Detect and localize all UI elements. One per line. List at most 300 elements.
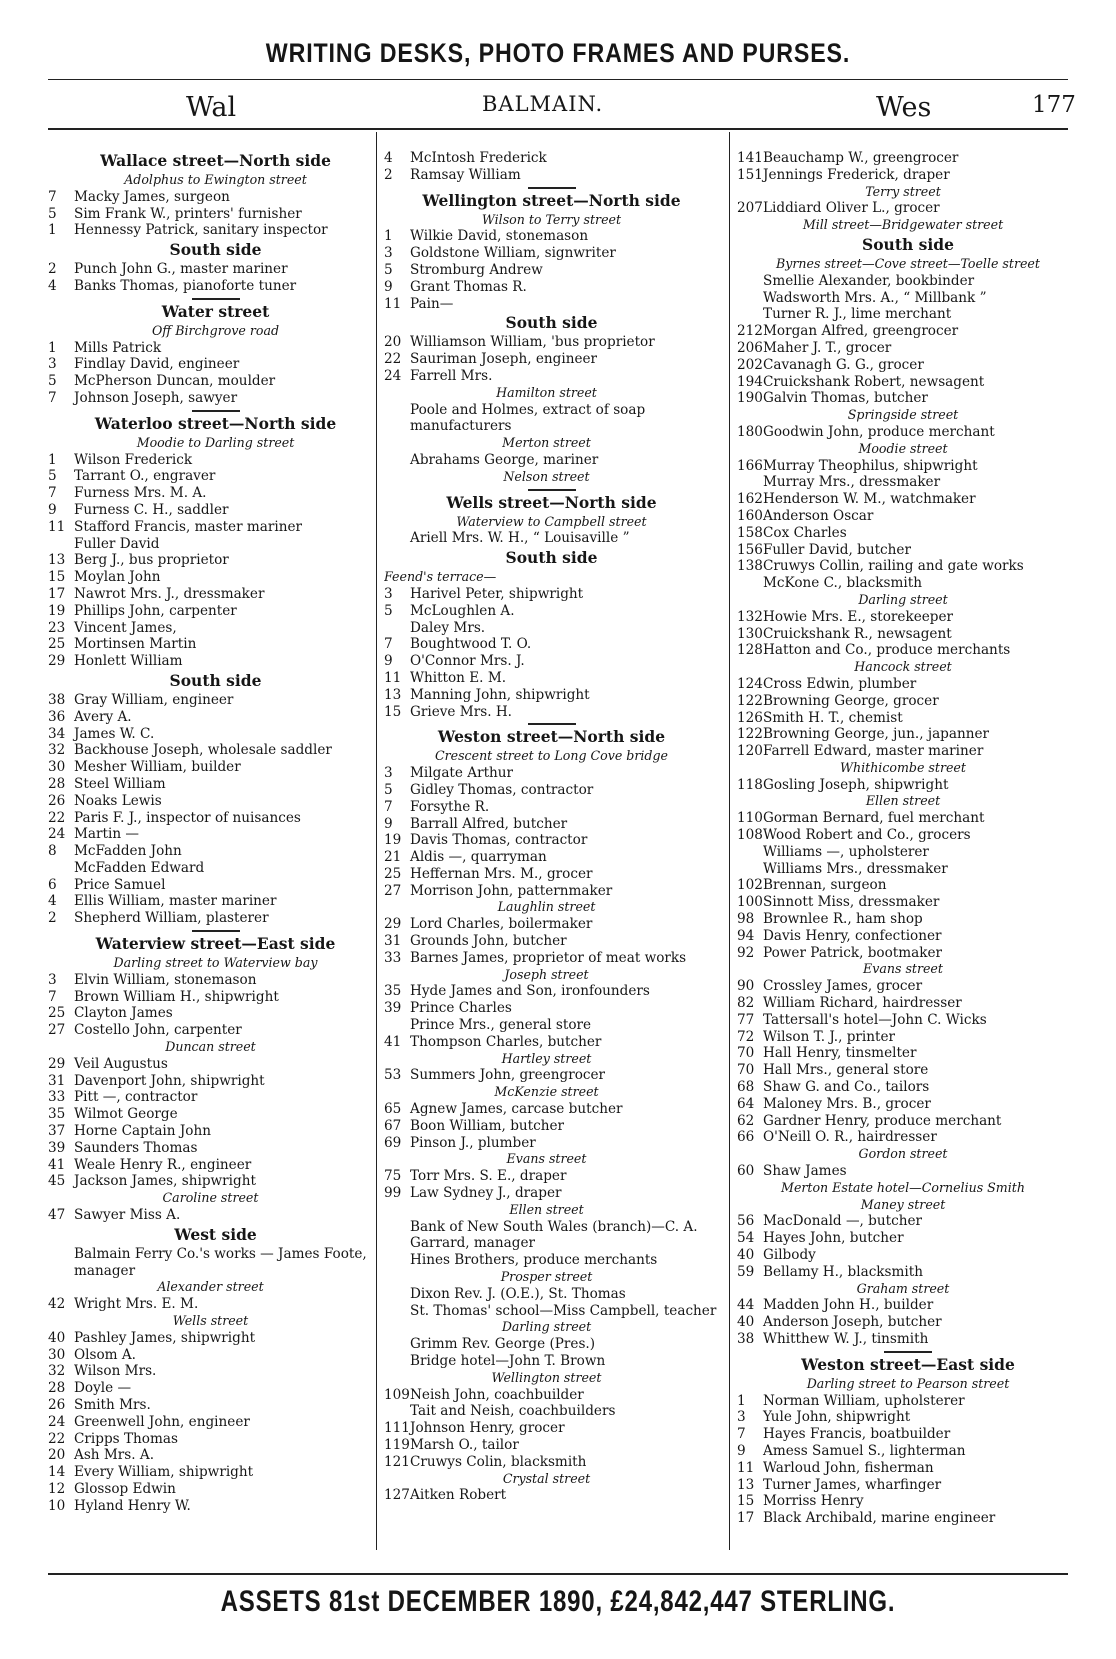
cross-street: Wells street — [172, 1313, 249, 1329]
street-number: 121 — [384, 1453, 410, 1470]
occupant-name: Shaw G. and Co., tailors — [763, 1079, 930, 1096]
directory-entry — [48, 261, 383, 278]
terrace-label: Feend's terrace— — [384, 569, 497, 585]
occupant-name: James W. C. — [74, 725, 155, 742]
directory-entry — [737, 1477, 1079, 1494]
section-rule — [528, 489, 576, 491]
directory-entry — [48, 502, 383, 519]
directory-entry — [384, 1017, 719, 1034]
directory-entry — [737, 1460, 1079, 1477]
occupant-name: Milgate Arthur — [410, 765, 514, 782]
occupant-name: Morriss Henry — [763, 1493, 864, 1510]
occupant-name: Summers John, greengrocer — [410, 1067, 606, 1084]
directory-entry — [737, 200, 1079, 217]
street-number: 110 — [737, 810, 763, 827]
street-number: 128 — [737, 642, 763, 659]
occupant-name: Shaw James — [763, 1163, 847, 1180]
street-number: 38 — [48, 691, 66, 708]
occupant-name: O'Connor Mrs. J. — [410, 653, 525, 670]
street-number: 24 — [384, 367, 402, 384]
occupant-name: Cross Edwin, plumber — [763, 675, 917, 692]
street-number: 12 — [48, 1480, 66, 1497]
street-range: Byrnes street—Cove street—Toelle street — [776, 255, 1040, 271]
directory-entry — [48, 1207, 383, 1224]
street-number: 130 — [737, 625, 763, 642]
directory-entry — [737, 1297, 1079, 1314]
directory-entry — [384, 782, 719, 799]
occupant-name: Power Patrick, bootmaker — [763, 944, 943, 961]
directory-entry — [737, 491, 1079, 508]
occupant-name: Wood Robert and Co., grocers — [763, 827, 971, 844]
street-number: 19 — [48, 602, 66, 619]
occupant-name: Fuller David, butcher — [763, 541, 911, 558]
directory-entry — [48, 356, 383, 373]
cross-street: Graham street — [856, 1280, 950, 1296]
occupant-name: Anderson Oscar — [763, 507, 874, 524]
cross-street: Maney street — [860, 1196, 946, 1212]
occupant-name: Steel William — [74, 775, 166, 792]
directory-entry — [384, 1000, 719, 1017]
directory-entry — [737, 1510, 1079, 1527]
street-range: Crescent street to Long Cove bridge — [434, 748, 668, 764]
street-number: 2 — [384, 166, 393, 183]
directory-entry — [737, 1393, 1079, 1410]
directory-entry: Hines Brothers, produce merchants — [410, 1252, 658, 1269]
street-number: 1 — [384, 228, 393, 245]
occupant-name: Goodwin John, produce merchant — [763, 423, 995, 440]
street-heading: South side — [862, 234, 954, 254]
street-number: 194 — [737, 373, 763, 390]
street-heading: Weston street—East side — [801, 1354, 1015, 1374]
occupant-name: Maher J. T., grocer — [763, 339, 892, 356]
cross-street: Merton Estate hotel—Cornelius Smith — [781, 1179, 1025, 1195]
cross-street: Evans street — [863, 961, 943, 977]
directory-entry — [737, 424, 1079, 441]
occupant-name: Hyland Henry W. — [74, 1497, 191, 1514]
directory-entry — [384, 351, 719, 368]
street-heading: South side — [505, 313, 598, 333]
street-number: 45 — [48, 1173, 66, 1190]
street-number: 39 — [384, 1000, 402, 1017]
directory-entry: Wadsworth Mrs. A., “ Millbank ” — [763, 289, 987, 306]
occupant-name: Boon William, butcher — [410, 1117, 565, 1134]
section-rule — [192, 930, 240, 932]
occupant-name: Punch John G., master mariner — [74, 261, 288, 278]
directory-entry — [384, 228, 719, 245]
directory-entry — [384, 849, 719, 866]
occupant-name: Pashley James, shipwright — [74, 1329, 256, 1346]
directory-column-3 — [737, 150, 1079, 1527]
occupant-name: Madden John H., builder — [763, 1297, 934, 1314]
directory-entry — [384, 1034, 719, 1051]
cross-street: Laughlin street — [497, 899, 596, 915]
occupant-name: Clayton James — [74, 1005, 173, 1022]
street-number: 5 — [48, 468, 57, 485]
street-range: Off Birchgrove road — [151, 322, 280, 338]
directory-entry — [48, 692, 383, 709]
occupant-name: Law Sydney J., draper — [410, 1185, 562, 1202]
directory-entry — [384, 1487, 719, 1504]
street-number: 26 — [48, 1397, 66, 1413]
street-number: 24 — [48, 826, 66, 843]
occupant-name: Amess Samuel S., lighterman — [763, 1442, 966, 1459]
street-number: 31 — [384, 933, 402, 950]
directory-entry — [48, 603, 383, 620]
cross-street: Moodie street — [858, 440, 948, 456]
occupant-name: Wilkie David, stonemason — [410, 228, 589, 245]
occupant-name: Liddiard Oliver L., grocer — [763, 200, 940, 217]
section-rule — [192, 410, 240, 412]
directory-entry — [737, 1129, 1079, 1146]
directory-entry: Abrahams George, mariner — [410, 451, 599, 468]
directory-entry: St. Thomas' school—Miss Campbell, teacher — [410, 1302, 717, 1319]
occupant-name: Lord Charles, boilermaker — [410, 916, 593, 933]
cross-street: Hamilton street — [496, 384, 597, 400]
street-heading: Weston street—North side — [437, 727, 666, 747]
occupant-name: Wilson Mrs. — [74, 1363, 157, 1380]
street-number: 53 — [384, 1067, 402, 1084]
street-range: Darling street to Waterview bay — [113, 955, 318, 971]
street-range: Darling street to Pearson street — [806, 1375, 1010, 1391]
occupant-name: Wilson Frederick — [74, 451, 193, 468]
occupant-name: Forsythe R. — [410, 798, 490, 815]
street-number: 5 — [384, 781, 393, 798]
street-heading: South side — [169, 240, 262, 260]
street-number: 56 — [737, 1213, 755, 1230]
street-number: 41 — [384, 1033, 402, 1050]
street-number: 41 — [48, 1156, 66, 1173]
occupant-name: Tarrant O., engraver — [74, 468, 216, 485]
directory-entry — [48, 1447, 383, 1464]
occupant-name: Gilbody — [763, 1247, 816, 1263]
occupant-name: McFadden Edward — [74, 859, 205, 876]
occupant-name: McLoughlen A. — [410, 602, 515, 619]
directory-entry — [48, 340, 383, 357]
occupant-name: Hall Mrs., general store — [763, 1062, 929, 1079]
directory-entry — [48, 390, 383, 407]
street-number: 70 — [737, 1045, 755, 1062]
street-number: 9 — [384, 278, 393, 295]
street-number: 20 — [48, 1447, 66, 1464]
directory-entry — [737, 1426, 1079, 1443]
directory-entry — [384, 765, 719, 782]
street-number: 9 — [737, 1442, 746, 1459]
directory-entry — [48, 1363, 383, 1380]
street-number: 13 — [737, 1476, 755, 1493]
occupant-name: Torr Mrs. S. E., draper — [410, 1168, 567, 1185]
occupant-name: Grieve Mrs. H. — [410, 703, 513, 720]
directory-entry — [737, 340, 1079, 357]
street-number: 3 — [48, 356, 57, 373]
street-number: 1 — [48, 339, 57, 356]
occupant-name: Hatton and Co., produce merchants — [763, 642, 1011, 659]
street-number: 22 — [48, 1430, 66, 1447]
street-number: 68 — [737, 1079, 755, 1096]
occupant-name: Cripps Thomas — [74, 1430, 178, 1447]
directory-entry: Bank of New South Wales (branch)—C. A. Garrard, manager — [410, 1218, 698, 1252]
occupant-name: Cruickshank Robert, newsagent — [763, 373, 985, 390]
street-number: 4 — [48, 893, 57, 910]
occupant-name: Cavanagh G. G., grocer — [763, 356, 924, 373]
directory-entry — [384, 1185, 719, 1202]
occupant-name: Weale Henry R., engineer — [74, 1156, 252, 1173]
directory-entry — [737, 167, 1079, 184]
occupant-name: Whitthew W. J., tinsmith — [763, 1330, 929, 1347]
directory-entry — [48, 1005, 383, 1022]
occupant-name: Marsh O., tailor — [410, 1436, 519, 1453]
street-number: 100 — [737, 894, 763, 911]
street-number: 64 — [737, 1095, 755, 1112]
occupant-name: Nawrot Mrs. J., dressmaker — [74, 585, 265, 602]
occupant-name: Wilmot George — [74, 1106, 178, 1123]
bottom-advert-banner: ASSETS 81st DECEMBER 1890, £24,842,447 STERLING. — [220, 1585, 896, 1618]
street-heading: Waterloo street—North side — [94, 413, 337, 433]
occupant-name: Beauchamp W., greengrocer — [763, 150, 959, 166]
street-number: 33 — [48, 1089, 66, 1106]
occupant-name: Davenport John, shipwright — [74, 1072, 265, 1089]
occupant-name: Stromburg Andrew — [410, 261, 543, 278]
directory-entry — [384, 704, 719, 721]
directory-entry — [48, 222, 383, 239]
street-number: 27 — [384, 882, 402, 899]
street-number: 10 — [48, 1497, 66, 1514]
directory-entry — [737, 693, 1079, 710]
street-number: 206 — [737, 339, 763, 356]
occupant-name: Smith H. T., chemist — [763, 709, 903, 726]
street-number: 124 — [737, 675, 763, 692]
street-number: 90 — [737, 978, 755, 995]
header-top-rule — [48, 79, 1068, 80]
directory-entry: Smellie Alexander, bookbinder — [763, 272, 975, 289]
occupant-name: Glossop Edwin — [74, 1480, 176, 1497]
street-number: 75 — [384, 1168, 402, 1185]
occupant-name: Turner James, wharfinger — [763, 1476, 942, 1493]
directory-entry — [737, 1264, 1079, 1281]
street-number: 69 — [384, 1134, 402, 1151]
street-heading: Wellington street—North side — [422, 190, 681, 210]
directory-entry — [384, 167, 719, 184]
directory-entry — [737, 1012, 1079, 1029]
street-number: 7 — [384, 636, 393, 653]
occupant-name: Hyde James and Son, ironfounders — [410, 983, 650, 1000]
guide-word-right: Wes — [876, 92, 932, 123]
occupant-name: Honlett William — [74, 653, 183, 670]
cross-street: McKenzie street — [494, 1084, 599, 1100]
occupant-name: Phillips John, carpenter — [74, 602, 237, 619]
directory-entry — [48, 726, 383, 743]
directory-entry — [384, 670, 719, 687]
street-number: 44 — [737, 1297, 755, 1314]
directory-entry — [48, 826, 383, 843]
street-number: 39 — [48, 1139, 66, 1156]
street-number: 92 — [737, 944, 755, 961]
directory-entry — [384, 1454, 719, 1471]
street-number: 160 — [737, 507, 763, 524]
directory-entry — [737, 877, 1079, 894]
directory-entry — [737, 743, 1079, 760]
directory-entry — [48, 519, 383, 536]
directory-entry — [737, 508, 1079, 525]
street-heading: South side — [169, 670, 262, 690]
street-number: 82 — [737, 995, 755, 1012]
directory-entry: Dixon Rev. J. (O.E.), St. Thomas — [410, 1285, 626, 1302]
directory-entry — [48, 536, 383, 553]
directory-entry — [737, 894, 1079, 911]
occupant-name: Costello John, carpenter — [74, 1022, 242, 1039]
section-rule — [884, 1351, 932, 1353]
occupant-name: Whitton E. M. — [410, 669, 507, 686]
street-number: 9 — [384, 815, 393, 832]
street-number: 26 — [48, 792, 66, 809]
street-number: 15 — [737, 1493, 755, 1510]
directory-entry — [48, 989, 383, 1006]
directory-entry — [48, 1089, 383, 1106]
directory-entry — [737, 1163, 1079, 1180]
occupant-name: Johnson Henry, grocer — [410, 1420, 565, 1437]
cross-street: Joseph street — [504, 966, 589, 982]
directory-entry — [48, 1140, 383, 1157]
directory-entry — [737, 1079, 1079, 1096]
occupant-name: Goldstone William, signwriter — [410, 245, 616, 262]
directory-entry — [384, 636, 719, 653]
street-range: Adolphus to Ewington street — [124, 172, 307, 187]
directory-entry — [384, 1168, 719, 1185]
street-number: 33 — [384, 949, 402, 966]
directory-entry — [48, 843, 383, 860]
directory-entry — [48, 742, 383, 759]
occupant-name: Galvin Thomas, butcher — [763, 390, 928, 407]
occupant-name: Shepherd William, plasterer — [74, 910, 269, 927]
occupant-name: Mesher William, builder — [74, 759, 241, 776]
street-number: 67 — [384, 1117, 402, 1134]
street-number: 72 — [737, 1028, 755, 1045]
directory-entry — [48, 1106, 383, 1123]
occupant-name: William Richard, hairdresser — [763, 995, 962, 1012]
directory-entry — [48, 485, 383, 502]
directory-entry — [48, 1123, 383, 1140]
occupant-name: Berg J., bus proprietor — [74, 552, 229, 569]
cross-street: Duncan street — [165, 1039, 256, 1055]
street-number: 30 — [48, 759, 66, 776]
occupant-name: Browning George, grocer — [763, 692, 939, 709]
occupant-name: Williams —, upholsterer — [763, 843, 929, 860]
directory-entry — [737, 1331, 1079, 1348]
occupant-name: Martin — — [74, 826, 140, 843]
street-number: 109 — [384, 1386, 410, 1403]
cross-street: Darling street — [858, 591, 948, 607]
directory-entry — [737, 1029, 1079, 1046]
occupant-name: McFadden John — [74, 843, 182, 860]
street-heading: West side — [174, 1224, 257, 1244]
directory-entry — [737, 458, 1079, 475]
directory-entry — [737, 1045, 1079, 1062]
directory-entry — [384, 1437, 719, 1454]
street-number: 32 — [48, 1363, 66, 1380]
directory-entry — [737, 844, 1079, 861]
page-title: BALMAIN. — [482, 92, 604, 116]
cross-street: Nelson street — [503, 468, 590, 484]
directory-entry — [48, 877, 383, 894]
directory-entry — [48, 569, 383, 586]
street-number: 207 — [737, 200, 763, 217]
occupant-name: Cruickshank R., newsagent — [763, 625, 952, 642]
occupant-name: Sim Frank W., printers' furnisher — [74, 205, 302, 222]
directory-entry: Bridge hotel—John T. Brown — [410, 1353, 606, 1369]
street-number: 11 — [48, 518, 66, 535]
occupant-name: Pitt —, contractor — [74, 1089, 198, 1106]
occupant-name: Tait and Neish, coachbuilders — [410, 1403, 616, 1420]
occupant-name: Barnes James, proprietor of meat works — [410, 949, 687, 966]
cross-street: Mill street—Bridgewater street — [802, 217, 1004, 233]
street-number: 212 — [737, 323, 763, 340]
street-heading: Wells street—North side — [446, 492, 657, 512]
occupant-name: Harivel Peter, shipwright — [410, 585, 584, 602]
cross-street: Crystal street — [502, 1470, 591, 1486]
directory-entry — [48, 452, 383, 469]
directory-entry — [737, 558, 1079, 575]
street-number: 65 — [384, 1101, 402, 1118]
occupant-name: Wright Mrs. E. M. — [74, 1296, 199, 1313]
occupant-name: Gosling Joseph, shipwright — [763, 776, 949, 793]
occupant-name: Barrall Alfred, butcher — [410, 815, 568, 832]
occupant-name: Aitken Robert — [410, 1487, 507, 1504]
street-number: 3 — [48, 971, 57, 988]
occupant-name: Gray William, engineer — [74, 691, 234, 708]
directory-entry — [737, 1443, 1079, 1460]
street-number: 34 — [48, 725, 66, 742]
street-number: 180 — [737, 423, 763, 440]
street-number: 156 — [737, 541, 763, 558]
street-number: 7 — [48, 389, 57, 406]
street-number: 62 — [737, 1112, 755, 1129]
directory-entry — [48, 1481, 383, 1498]
occupant-name: Williamson William, 'bus proprietor — [410, 334, 655, 351]
directory-entry — [48, 278, 383, 295]
occupant-name: Anderson Joseph, butcher — [763, 1314, 942, 1331]
directory-entry — [48, 468, 383, 485]
occupant-name: Murray Mrs., dressmaker — [763, 474, 941, 491]
street-range: Wilson to Terry street — [481, 211, 622, 227]
directory-entry — [737, 474, 1079, 491]
occupant-name: Avery A. — [74, 708, 132, 725]
cross-street: Alexander street — [157, 1279, 264, 1295]
occupant-name: Ash Mrs. A. — [74, 1447, 155, 1464]
occupant-name: Paris F. J., inspector of nuisances — [74, 809, 301, 826]
street-number: 40 — [737, 1314, 755, 1331]
street-number: 120 — [737, 743, 763, 760]
street-number: 132 — [737, 608, 763, 625]
directory-entry — [48, 1330, 383, 1347]
directory-entry — [384, 816, 719, 833]
street-number: 7 — [48, 485, 57, 502]
occupant-name: Smith Mrs. — [74, 1397, 151, 1413]
occupant-name: Mortinsen Martin — [74, 636, 197, 653]
directory-entry — [48, 1157, 383, 1174]
occupant-name: Sawyer Miss A. — [74, 1207, 181, 1224]
street-number: 19 — [384, 832, 402, 849]
cross-street: Evans street — [506, 1151, 587, 1167]
occupant-name: Yule John, shipwright — [763, 1409, 911, 1426]
street-number: 8 — [48, 843, 57, 860]
occupant-name: Brownlee R., ham shop — [763, 911, 923, 928]
directory-entry: Grimm Rev. George (Pres.) — [410, 1336, 596, 1353]
occupant-name: Wilson T. J., printer — [763, 1028, 896, 1045]
street-number: 77 — [737, 1011, 755, 1028]
street-number: 3 — [384, 245, 393, 262]
street-number: 158 — [737, 524, 763, 541]
street-number: 17 — [737, 1510, 755, 1527]
directory-entry — [737, 726, 1079, 743]
